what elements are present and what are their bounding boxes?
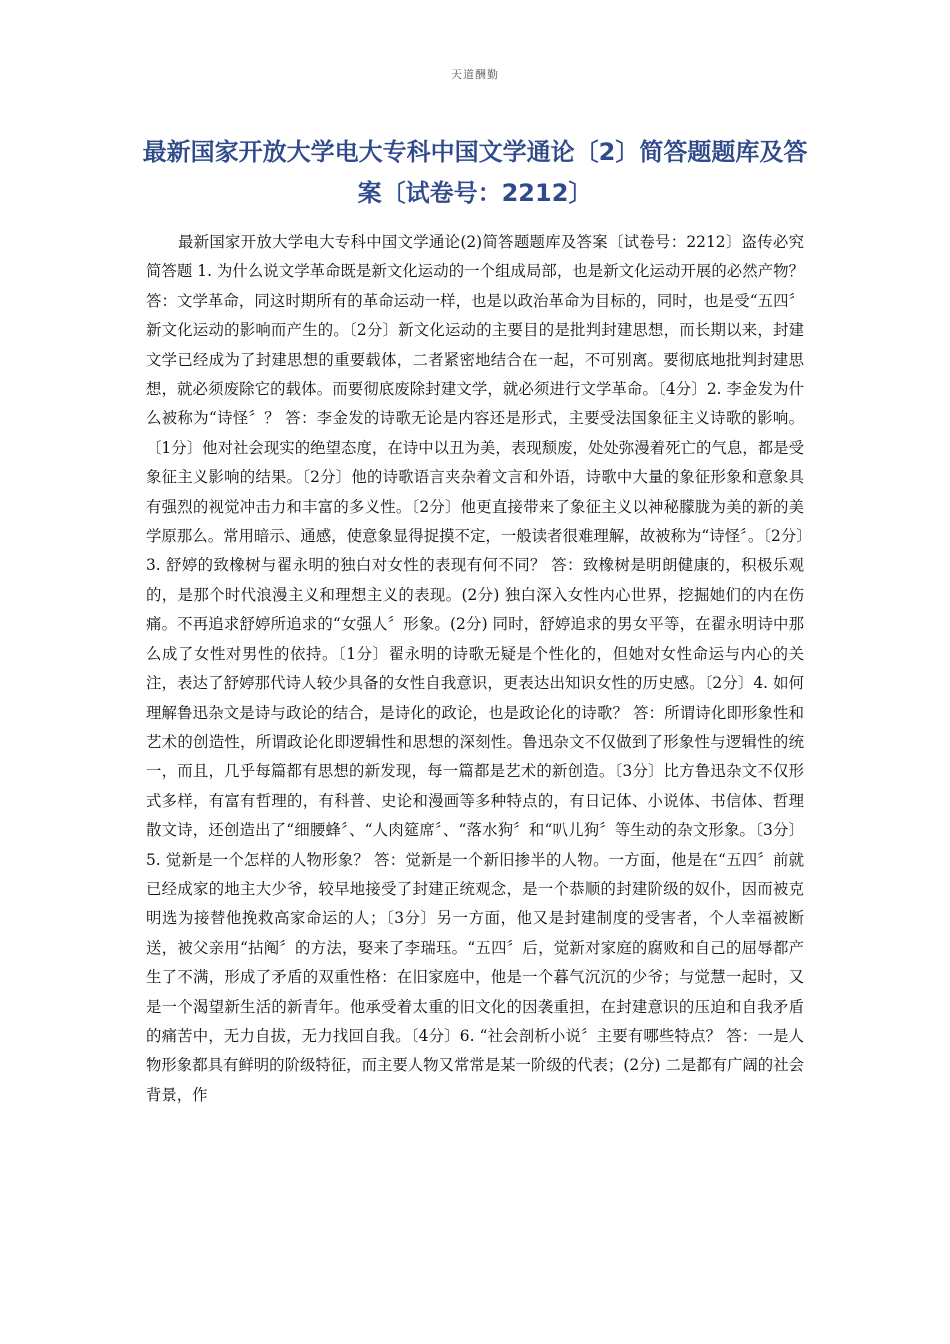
page-header: 天道酬勤 <box>451 68 499 81</box>
document-body: 最新国家开放大学电大专科中国文学通论(2)简答题题库及答案〔试卷号：2212〕盗传必究 简答题 1. 为什么说文学革命既是新文化运动的一个组成局部，也是新文化运动开展的必然产物？ 答：文学革命，同这时期所有的革命运动一样，也是以政治革命为目标的，同时，也是受“五四〞新文化运动的影响而产生的。〔2分〕新文化运动的主要目的是批判封建思想，而长期以来，封建文学已经成为了封建思想的重要载体，二者紧密地结合在一起，不可别离。要彻底地批判封建思想，就必须废除它的载体。而要彻底废除封建文学，就必须进行文学革命。〔4分〕2. 李金发为什么被称为“诗怪〞？ 答：李金发的诗歌无论是内容还是形式，主要受法国象征主义诗歌的影响。〔1分〕他对社会现实的绝望态度，在诗中以丑为美，表现颓废，处处弥漫着死亡的气息，都是受象征主义影响的结果。〔2分〕他的诗歌语言夹杂着文言和外语，诗歌中大量的象征形象和意象具有强烈的视觉冲击力和丰富的多义性。〔2分〕他更直接带来了象征主义以神秘朦胧为美的新的美学原那么。常用暗示、通感，使意象显得捉摸不定，一般读者很难理解，故被称为“诗怪〞。〔2分〕3. 舒婷的致橡树与翟永明的独白对女性的表现有何不同？ 答：致橡树是明朗健康的，积极乐观的，是那个时代浪漫主义和理想主义的表现。(2分) 独白深入女性内心世界，挖掘她们的内在伤痛。不再追求舒婷所追求的“女强人〞形象。(2分) 同时，舒婷追求的男女平等，在翟永明诗中那么成了女性对男性的依持。〔1分〕翟永明的诗歌无疑是个性化的，但她对女性命运与内心的关注，表达了舒婷那代诗人较少具备的女性自我意识，更表达出知识女性的历史感。〔2分〕4. 如何理解鲁迅杂文是诗与政论的结合，是诗化的政论，也是政论化的诗歌？ 答：所谓诗化即形象性和艺术的创造性，所谓政论化即逻辑性和思想的深刻性。鲁迅杂文不仅做到了形象性与逻辑性的统一，而且，几乎每篇都有思想的新发现，每一篇都是艺术的新创造。〔3分〕比方鲁迅杂文不仅形式多样，有富有哲理的，有科普、史论和漫画等多种特点的，有日记体、小说体、书信体、哲理散文诗，还创造出了“细腰蜂〞、“人肉筵席〞、“落水狗〞和“叭儿狗〞等生动的杂文形象。〔3分〕5. 觉新是一个怎样的人物形象？ 答：觉新是一个新旧掺半的人物。一方面，他是在“五四〞前就已经成家的地主大少爷，较早地接受了封建正统观念，是一个恭顺的封建阶级的奴仆，因而被克明选为接替他挽救高家命运的人；〔3分〕另一方面，他又是封建制度的受害者，个人幸福被断送，被父亲用“拈阄〞的方法，娶来了李瑞珏。“五四〞后，觉新对家庭的腐败和自己的屈辱都产生了不满，形成了矛盾的双重性格：在旧家庭中，他是一个暮气沉沉的少爷；与觉慧一起时，又是一个渴望新生活的新青年。他承受着太重的旧文化的因袭重担，在封建意识的压迫和自我矛盾的痛苦中，无力自拔，无力找回自我。〔4分〕6. “社会剖析小说〞主要有哪些特点？ 答：一是人物形象都具有鲜明的阶级特征，而主要人物又常常是某一阶级的代表；(2分) 二是都有广阔的社会背景，作 <box>146 233 804 1104</box>
document-title: 最新国家开放大学电大专科中国文学通论〔2〕简答题题库及答案〔试卷号：2212〕 <box>142 138 808 207</box>
